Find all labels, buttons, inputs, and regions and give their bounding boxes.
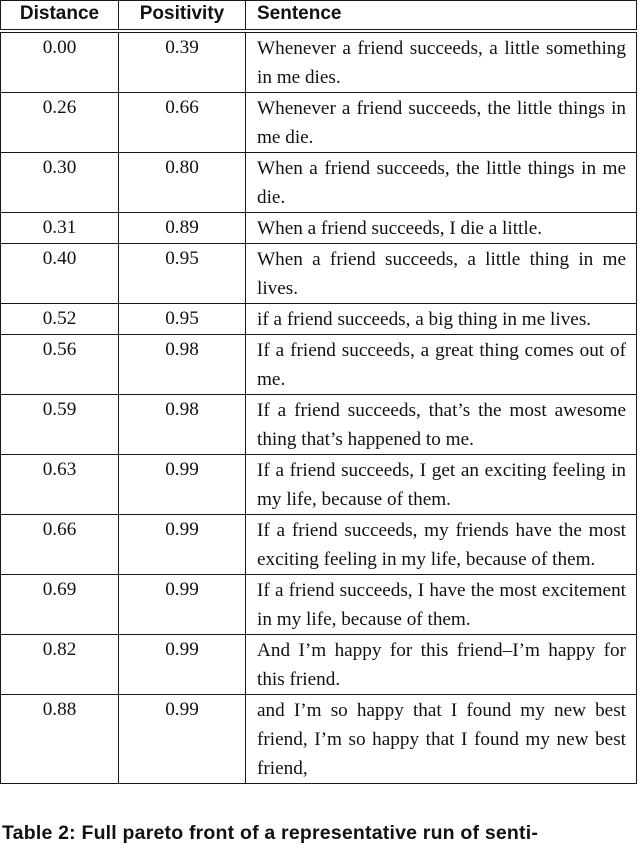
cell-positivity: 0.99	[119, 455, 246, 515]
table-row	[1, 635, 637, 695]
cell-positivity: 0.98	[119, 395, 246, 455]
table-row	[1, 244, 637, 304]
cell-positivity: 0.99	[119, 635, 246, 695]
cell-sentence: If a friend succeeds, a great thing comes out of me.	[246, 335, 637, 395]
table-row	[1, 575, 637, 635]
cell-distance: 0.66	[1, 515, 119, 575]
cell-positivity: 0.95	[119, 304, 246, 335]
cell-sentence: If a friend succeeds, that’s the most awesome thing that’s happened to me.	[246, 395, 637, 455]
cell-sentence: If a friend succeeds, my friends have the most exciting feeling in my life, because of them.	[246, 515, 637, 575]
cell-positivity: 0.89	[119, 213, 246, 244]
cell-distance: 0.31	[1, 213, 119, 244]
cell-distance: 0.40	[1, 244, 119, 304]
table-row	[1, 515, 637, 575]
table-row	[1, 213, 637, 244]
table-row	[1, 695, 637, 784]
table-row	[1, 455, 637, 515]
table-row	[1, 153, 637, 213]
table-row	[1, 304, 637, 335]
cell-sentence: Whenever a friend succeeds, a little something in me dies.	[246, 31, 637, 93]
table-row	[1, 31, 637, 93]
cell-sentence: When a friend succeeds, I die a little.	[246, 213, 637, 244]
cell-sentence: When a friend succeeds, a little thing in me lives.	[246, 244, 637, 304]
cell-sentence: And I’m happy for this friend–I’m happy for this friend.	[246, 635, 637, 695]
cell-distance: 0.82	[1, 635, 119, 695]
cell-distance: 0.00	[1, 31, 119, 93]
cell-sentence: If a friend succeeds, I have the most excitement in my life, because of them.	[246, 575, 637, 635]
cell-positivity: 0.99	[119, 575, 246, 635]
cell-distance: 0.52	[1, 304, 119, 335]
cell-distance: 0.88	[1, 695, 119, 784]
cell-positivity: 0.95	[119, 244, 246, 304]
cell-distance: 0.26	[1, 93, 119, 153]
cell-positivity: 0.39	[119, 31, 246, 93]
cell-positivity: 0.80	[119, 153, 246, 213]
header-distance: Distance	[1, 1, 119, 32]
table-header-row	[1, 1, 637, 32]
cell-distance: 0.69	[1, 575, 119, 635]
cell-distance: 0.30	[1, 153, 119, 213]
cell-sentence: If a friend succeeds, I get an exciting feeling in my life, because of them.	[246, 455, 637, 515]
cell-sentence: Whenever a friend succeeds, the little things in me die.	[246, 93, 637, 153]
table-row	[1, 93, 637, 153]
cell-positivity: 0.99	[119, 695, 246, 784]
table-row	[1, 395, 637, 455]
cell-distance: 0.63	[1, 455, 119, 515]
cell-positivity: 0.98	[119, 335, 246, 395]
header-sentence: Sentence	[246, 1, 637, 32]
cell-sentence: When a friend succeeds, the little things in me die.	[246, 153, 637, 213]
cell-distance: 0.56	[1, 335, 119, 395]
table-caption: Table 2: Full pareto front of a representative run of senti-	[2, 822, 539, 844]
table-row	[1, 335, 637, 395]
cell-positivity: 0.99	[119, 515, 246, 575]
cell-distance: 0.59	[1, 395, 119, 455]
cell-sentence: and I’m so happy that I found my new best friend, I’m so happy that I found my new best friend,	[246, 695, 637, 784]
header-positivity: Positivity	[119, 1, 246, 32]
cell-positivity: 0.66	[119, 93, 246, 153]
cell-sentence: if a friend succeeds, a big thing in me lives.	[246, 304, 637, 335]
